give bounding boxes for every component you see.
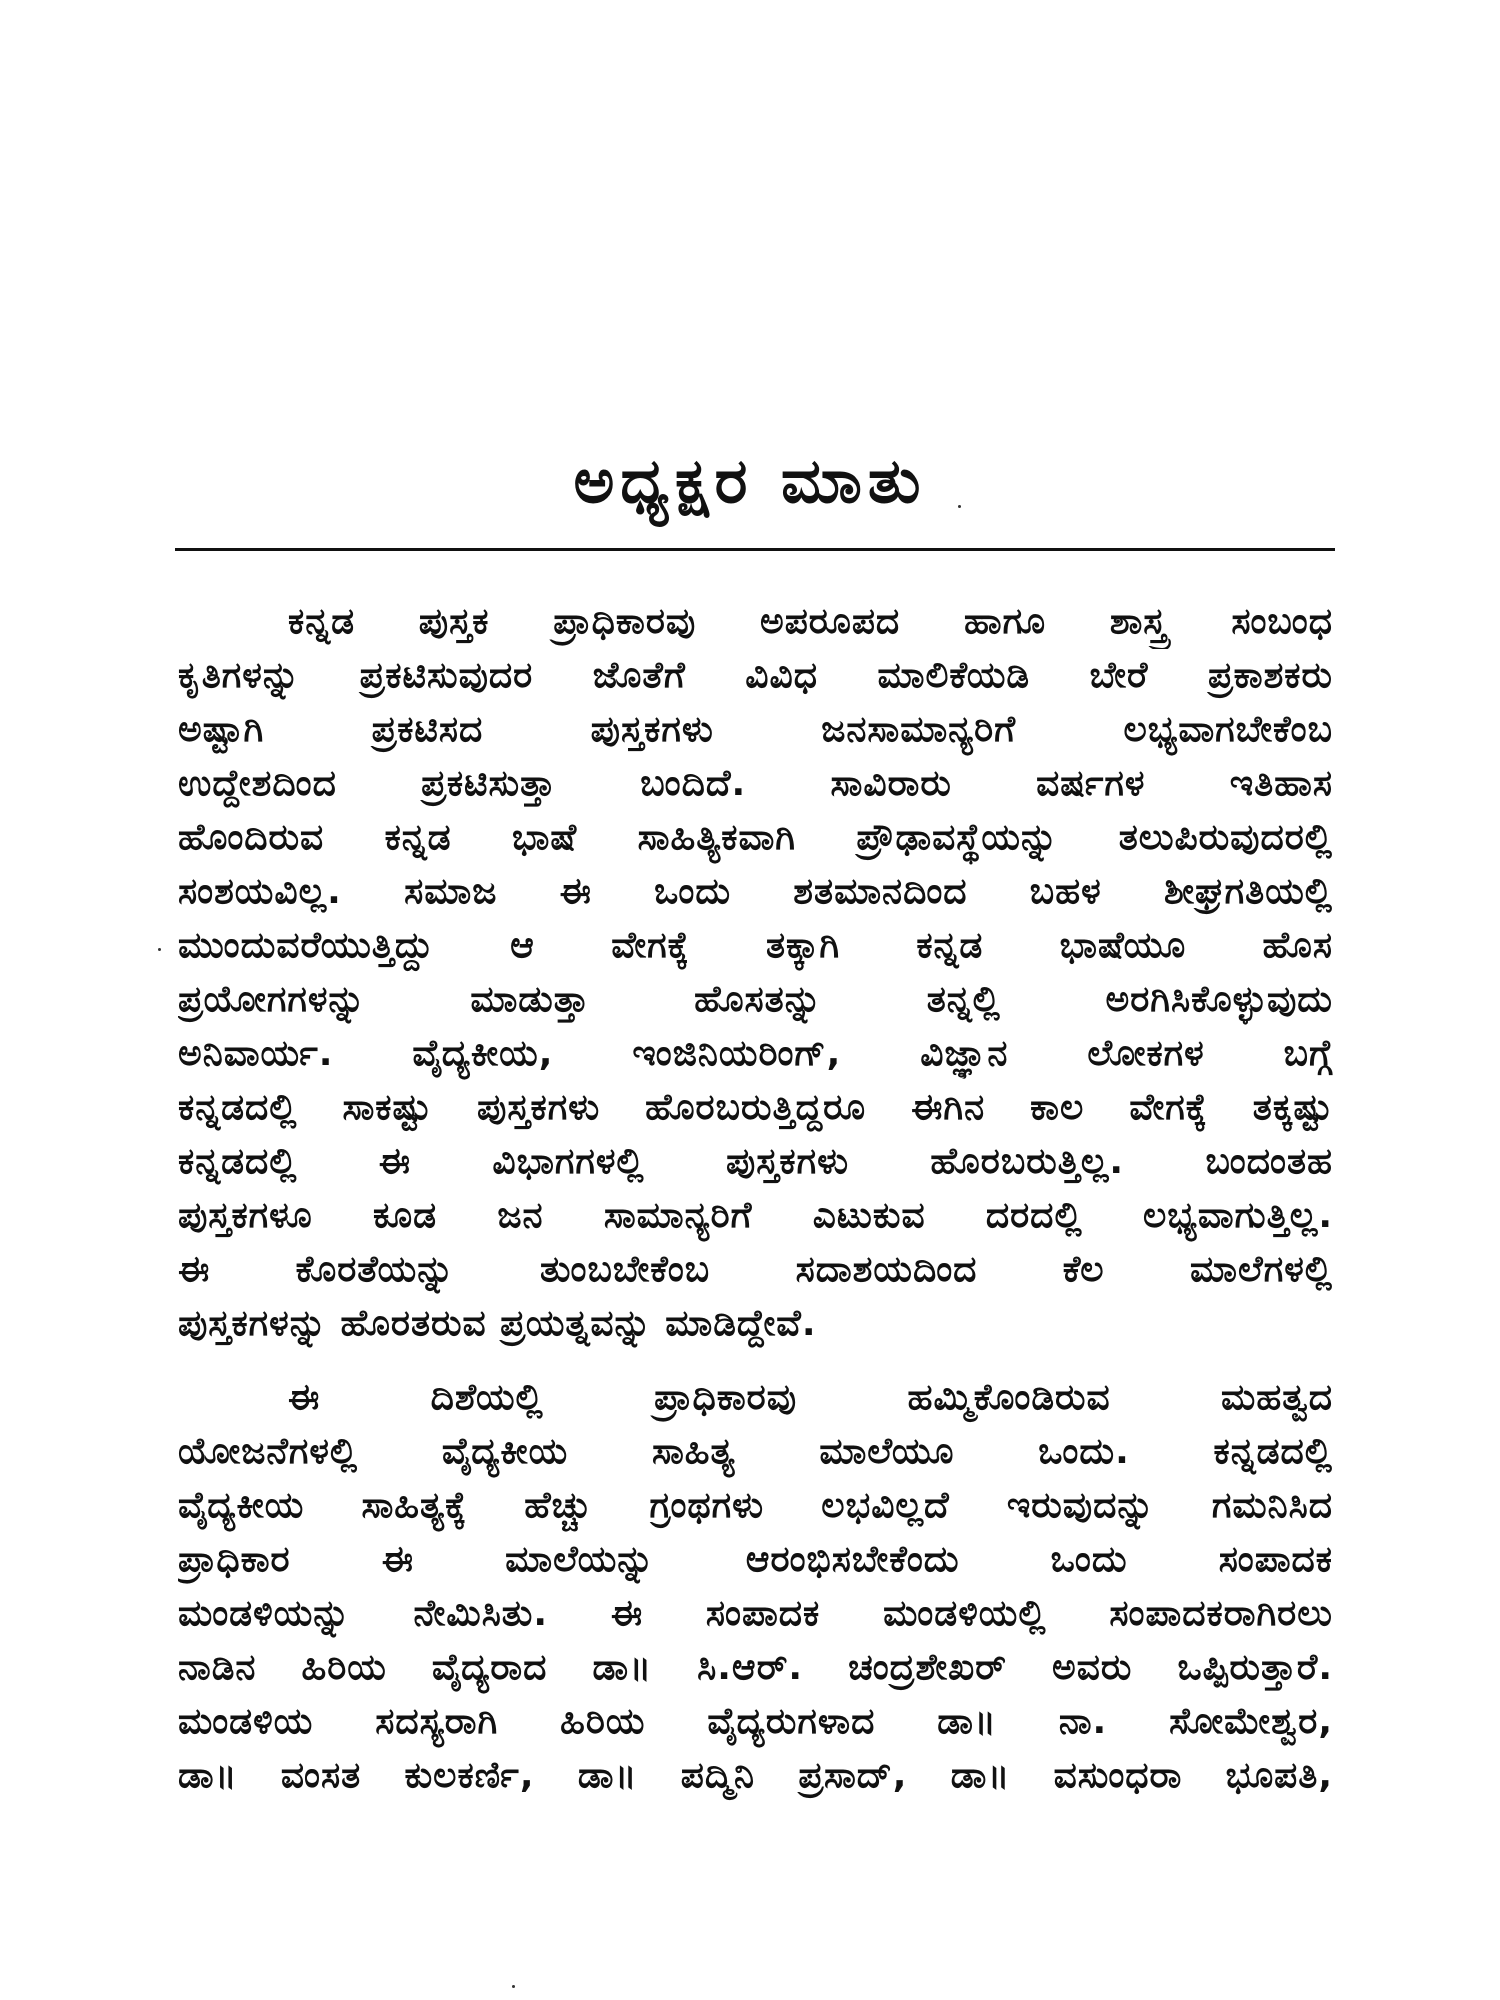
text-line: ಡಾ॥ ವಂಸತ ಕುಲಕರ್ಣಿ, ಡಾ॥ ಪದ್ಮಿನಿ ಪ್ರಸಾದ್, ಡಾ॥ ವಸುಂಧರಾ ಭೂಪತಿ, xyxy=(178,1755,1333,1796)
paragraph-2 xyxy=(178,1371,1333,1803)
text-line: ನಾಡಿನ ಹಿರಿಯ ವೈದ್ಯರಾದ ಡಾ॥ ಸಿ.ಆರ್. ಚಂದ್ರಶೇಖರ್ ಅವರು ಒಪ್ಪಿರುತ್ತಾರೆ. xyxy=(178,1647,1333,1688)
text-line: ಸಂಶಯವಿಲ್ಲ. ಸಮಾಜ ಈ ಒಂದು ಶತಮಾನದಿಂದ ಬಹಳ ಶೀಘ್ರಗತಿಯಲ್ಲಿ xyxy=(178,871,1333,912)
text-line: ಮುಂದುವರೆಯುತ್ತಿದ್ದು ಆ ವೇಗಕ್ಕೆ ತಕ್ಕಾಗಿ ಕನ್ನಡ ಭಾಷೆಯೂ ಹೊಸ xyxy=(178,925,1333,966)
text-line: ಹೊಂದಿರುವ ಕನ್ನಡ ಭಾಷೆ ಸಾಹಿತ್ಯಿಕವಾಗಿ ಪ್ರೌಢಾವಸ್ಥೆಯನ್ನು ತಲುಪಿರುವುದರಲ್ಲಿ xyxy=(178,817,1333,858)
scan-speck xyxy=(158,948,161,951)
paragraph-1 xyxy=(178,595,1333,1351)
body-text xyxy=(178,595,1333,1803)
text-line: ವೈದ್ಯಕೀಯ ಸಾಹಿತ್ಯಕ್ಕೆ ಹೆಚ್ಚು ಗ್ರಂಥಗಳು ಲಭವಿಲ್ಲದೆ ಇರುವುದನ್ನು ಗಮನಿಸಿದ xyxy=(178,1485,1333,1526)
text-line: ಮಂಡಳಿಯನ್ನು ನೇಮಿಸಿತು. ಈ ಸಂಪಾದಕ ಮಂಡಳಿಯಲ್ಲಿ ಸಂಪಾದಕರಾಗಿರಲು xyxy=(178,1593,1333,1634)
text-line: ಕೃತಿಗಳನ್ನು ಪ್ರಕಟಿಸುವುದರ ಜೊತೆಗೆ ವಿವಿಧ ಮಾಲಿಕೆಯಡಿ ಬೇರೆ ಪ್ರಕಾಶಕರು xyxy=(178,655,1333,696)
text-line: ಉದ್ದೇಶದಿಂದ ಪ್ರಕಟಿಸುತ್ತಾ ಬಂದಿದೆ. ಸಾವಿರಾರು ವರ್ಷಗಳ ಇತಿಹಾಸ xyxy=(178,763,1333,804)
page-title: ಅಧ್ಯಕ್ಷರ ಮಾತು xyxy=(573,444,927,517)
text-line: ಪ್ರಯೋಗಗಳನ್ನು ಮಾಡುತ್ತಾ ಹೊಸತನ್ನು ತನ್ನಲ್ಲಿ ಅರಗಿಸಿಕೊಳ್ಳುವುದು xyxy=(178,979,1333,1020)
text-line: ಕನ್ನಡ ಪುಸ್ತಕ ಪ್ರಾಧಿಕಾರವು ಅಪರೂಪದ ಹಾಗೂ ಶಾಸ್ತ್ರ ಸಂಬಂಧ xyxy=(288,601,1333,642)
text-line: ಕನ್ನಡದಲ್ಲಿ ಸಾಕಷ್ಟು ಪುಸ್ತಕಗಳು ಹೊರಬರುತ್ತಿದ್ದರೂ ಈಗಿನ ಕಾಲ ವೇಗಕ್ಕೆ ತಕ್ಕಷ್ಟು xyxy=(178,1087,1333,1128)
title-underline xyxy=(175,548,1335,551)
text-line: ಈ ಕೊರತೆಯನ್ನು ತುಂಬಬೇಕೆಂಬ ಸದಾಶಯದಿಂದ ಕೆಲ ಮಾಲೆಗಳಲ್ಲಿ xyxy=(178,1249,1333,1290)
text-line: ಅಷ್ಟಾಗಿ ಪ್ರಕಟಿಸದ ಪುಸ್ತಕಗಳು ಜನಸಾಮಾನ್ಯರಿಗೆ ಲಭ್ಯವಾಗಬೇಕೆಂಬ xyxy=(178,709,1333,750)
scan-speck xyxy=(512,1985,515,1988)
text-line: ಪುಸ್ತಕಗಳನ್ನು ಹೊರತರುವ ಪ್ರಯತ್ನವನ್ನು ಮಾಡಿದ್ದೇವೆ. xyxy=(178,1303,817,1344)
scan-speck xyxy=(958,505,961,508)
text-line: ಮಂಡಳಿಯ ಸದಸ್ಯರಾಗಿ ಹಿರಿಯ ವೈದ್ಯರುಗಳಾದ ಡಾ॥ ನಾ. ಸೋಮೇಶ್ವರ, xyxy=(178,1701,1333,1742)
text-line: ಪ್ರಾಧಿಕಾರ ಈ ಮಾಲೆಯನ್ನು ಆರಂಭಿಸಬೇಕೆಂದು ಒಂದು ಸಂಪಾದಕ xyxy=(178,1539,1333,1580)
text-line: ಕನ್ನಡದಲ್ಲಿ ಈ ವಿಭಾಗಗಳಲ್ಲಿ ಪುಸ್ತಕಗಳು ಹೊರಬರುತ್ತಿಲ್ಲ. ಬಂದಂತಹ xyxy=(178,1141,1333,1182)
text-line: ಅನಿವಾರ್ಯ. ವೈದ್ಯಕೀಯ, ಇಂಜಿನಿಯರಿಂಗ್, ವಿಜ್ಞಾನ ಲೋಕಗಳ ಬಗ್ಗೆ xyxy=(178,1033,1333,1074)
text-line: ಪುಸ್ತಕಗಳೂ ಕೂಡ ಜನ ಸಾಮಾನ್ಯರಿಗೆ ಎಟುಕುವ ದರದಲ್ಲಿ ಲಭ್ಯವಾಗುತ್ತಿಲ್ಲ. xyxy=(178,1195,1333,1236)
text-line: ಯೋಜನೆಗಳಲ್ಲಿ ವೈದ್ಯಕೀಯ ಸಾಹಿತ್ಯ ಮಾಲೆಯೂ ಒಂದು. ಕನ್ನಡದಲ್ಲಿ xyxy=(178,1431,1333,1472)
text-line: ಈ ದಿಶೆಯಲ್ಲಿ ಪ್ರಾಧಿಕಾರವು ಹಮ್ಮಿಕೊಂಡಿರುವ ಮಹತ್ವದ xyxy=(288,1377,1333,1418)
